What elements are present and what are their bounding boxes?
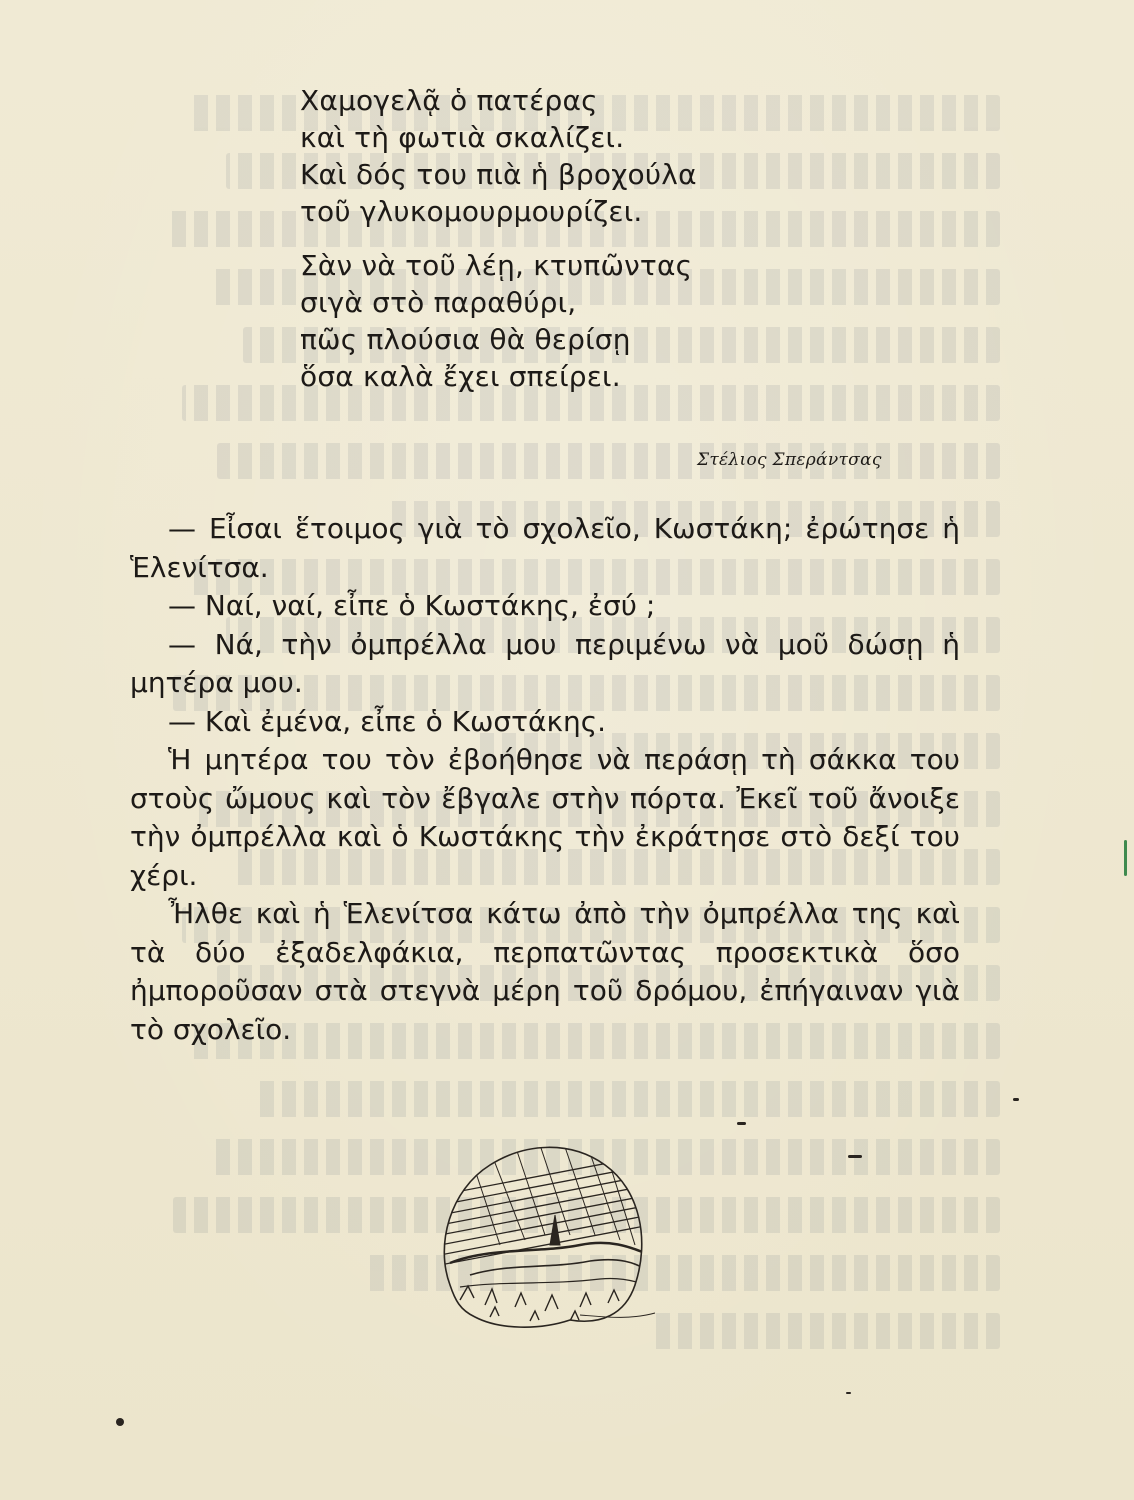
ink-speck <box>1013 1098 1019 1101</box>
poem-line: Χαμογελᾷ ὁ πατέρας <box>300 84 598 117</box>
ink-speck <box>1124 840 1127 876</box>
poem-line: σιγὰ στὸ παραθύρι, <box>300 286 577 319</box>
poem-line: καὶ τὴ φωτιὰ σκαλίζει. <box>300 121 625 154</box>
umbrella-rain-landscape-vignette-icon <box>430 1135 660 1335</box>
paragraph: — Καὶ ἐμένα, εἶπε ὁ Κωστάκης. <box>168 704 607 738</box>
story-text <box>130 510 960 1049</box>
poem-stanza <box>300 82 697 230</box>
poem-line: τοῦ γλυκομουρμουρίζει. <box>300 195 643 228</box>
poem-line: Σὰν νὰ τοῦ λέῃ, κτυπῶντας <box>300 249 693 282</box>
poem-line: Καὶ δός του πιὰ ἡ βροχούλα <box>300 158 697 191</box>
poem-author: Στέλιος Σπεράντσας <box>697 450 882 470</box>
poem-stanza <box>300 247 697 395</box>
paragraph: Ἦλθε καὶ ἡ Ἑλενίτσα κάτω ἀπὸ τὴν ὀμπρέλλα της καὶ τὰ δύο ἐξαδελφάκια, περπατῶντας προσεκτικὰ ὅσο ἠμποροῦσαν στὰ στεγνὰ μέρη τοῦ δρόμου, ἐπήγαιναν γιὰ τὸ σχολεῖο. <box>130 897 960 1046</box>
paragraph: — Νά, τὴν ὀμπρέλλα μου περιμένω νὰ μοῦ δώσῃ ἡ μητέρα μου. <box>130 627 960 699</box>
paragraph: — Ναί, ναί, εἶπε ὁ Κωστάκης, ἐσύ ; <box>168 589 656 622</box>
paragraph: Ἡ μητέρα του τὸν ἐβοήθησε νὰ περάσῃ τὴ σάκκα του στοὺς ὤμους καὶ τὸν ἔβγαλε στὴν πόρτα. Ἐκεῖ τοῦ ἄνοιξε τὴν ὀμπρέλλα καὶ ὁ Κωστάκης τὴν ἐκράτησε στὸ δεξί του χέρι. <box>130 743 960 892</box>
ink-speck <box>846 1392 851 1394</box>
ink-speck <box>737 1122 746 1125</box>
paragraph: — Εἶσαι ἕτοιμος γιὰ τὸ σχολεῖο, Κωστάκη; ἐρώτησε ἡ Ἑλενίτσα. <box>130 512 960 584</box>
ink-speck <box>848 1155 862 1158</box>
ink-speck <box>116 1418 124 1426</box>
poem <box>300 82 697 412</box>
poem-line: ὅσα καλὰ ἔχει σπείρει. <box>300 360 621 393</box>
poem-line: πῶς πλούσια θὰ θερίσῃ <box>300 323 631 356</box>
